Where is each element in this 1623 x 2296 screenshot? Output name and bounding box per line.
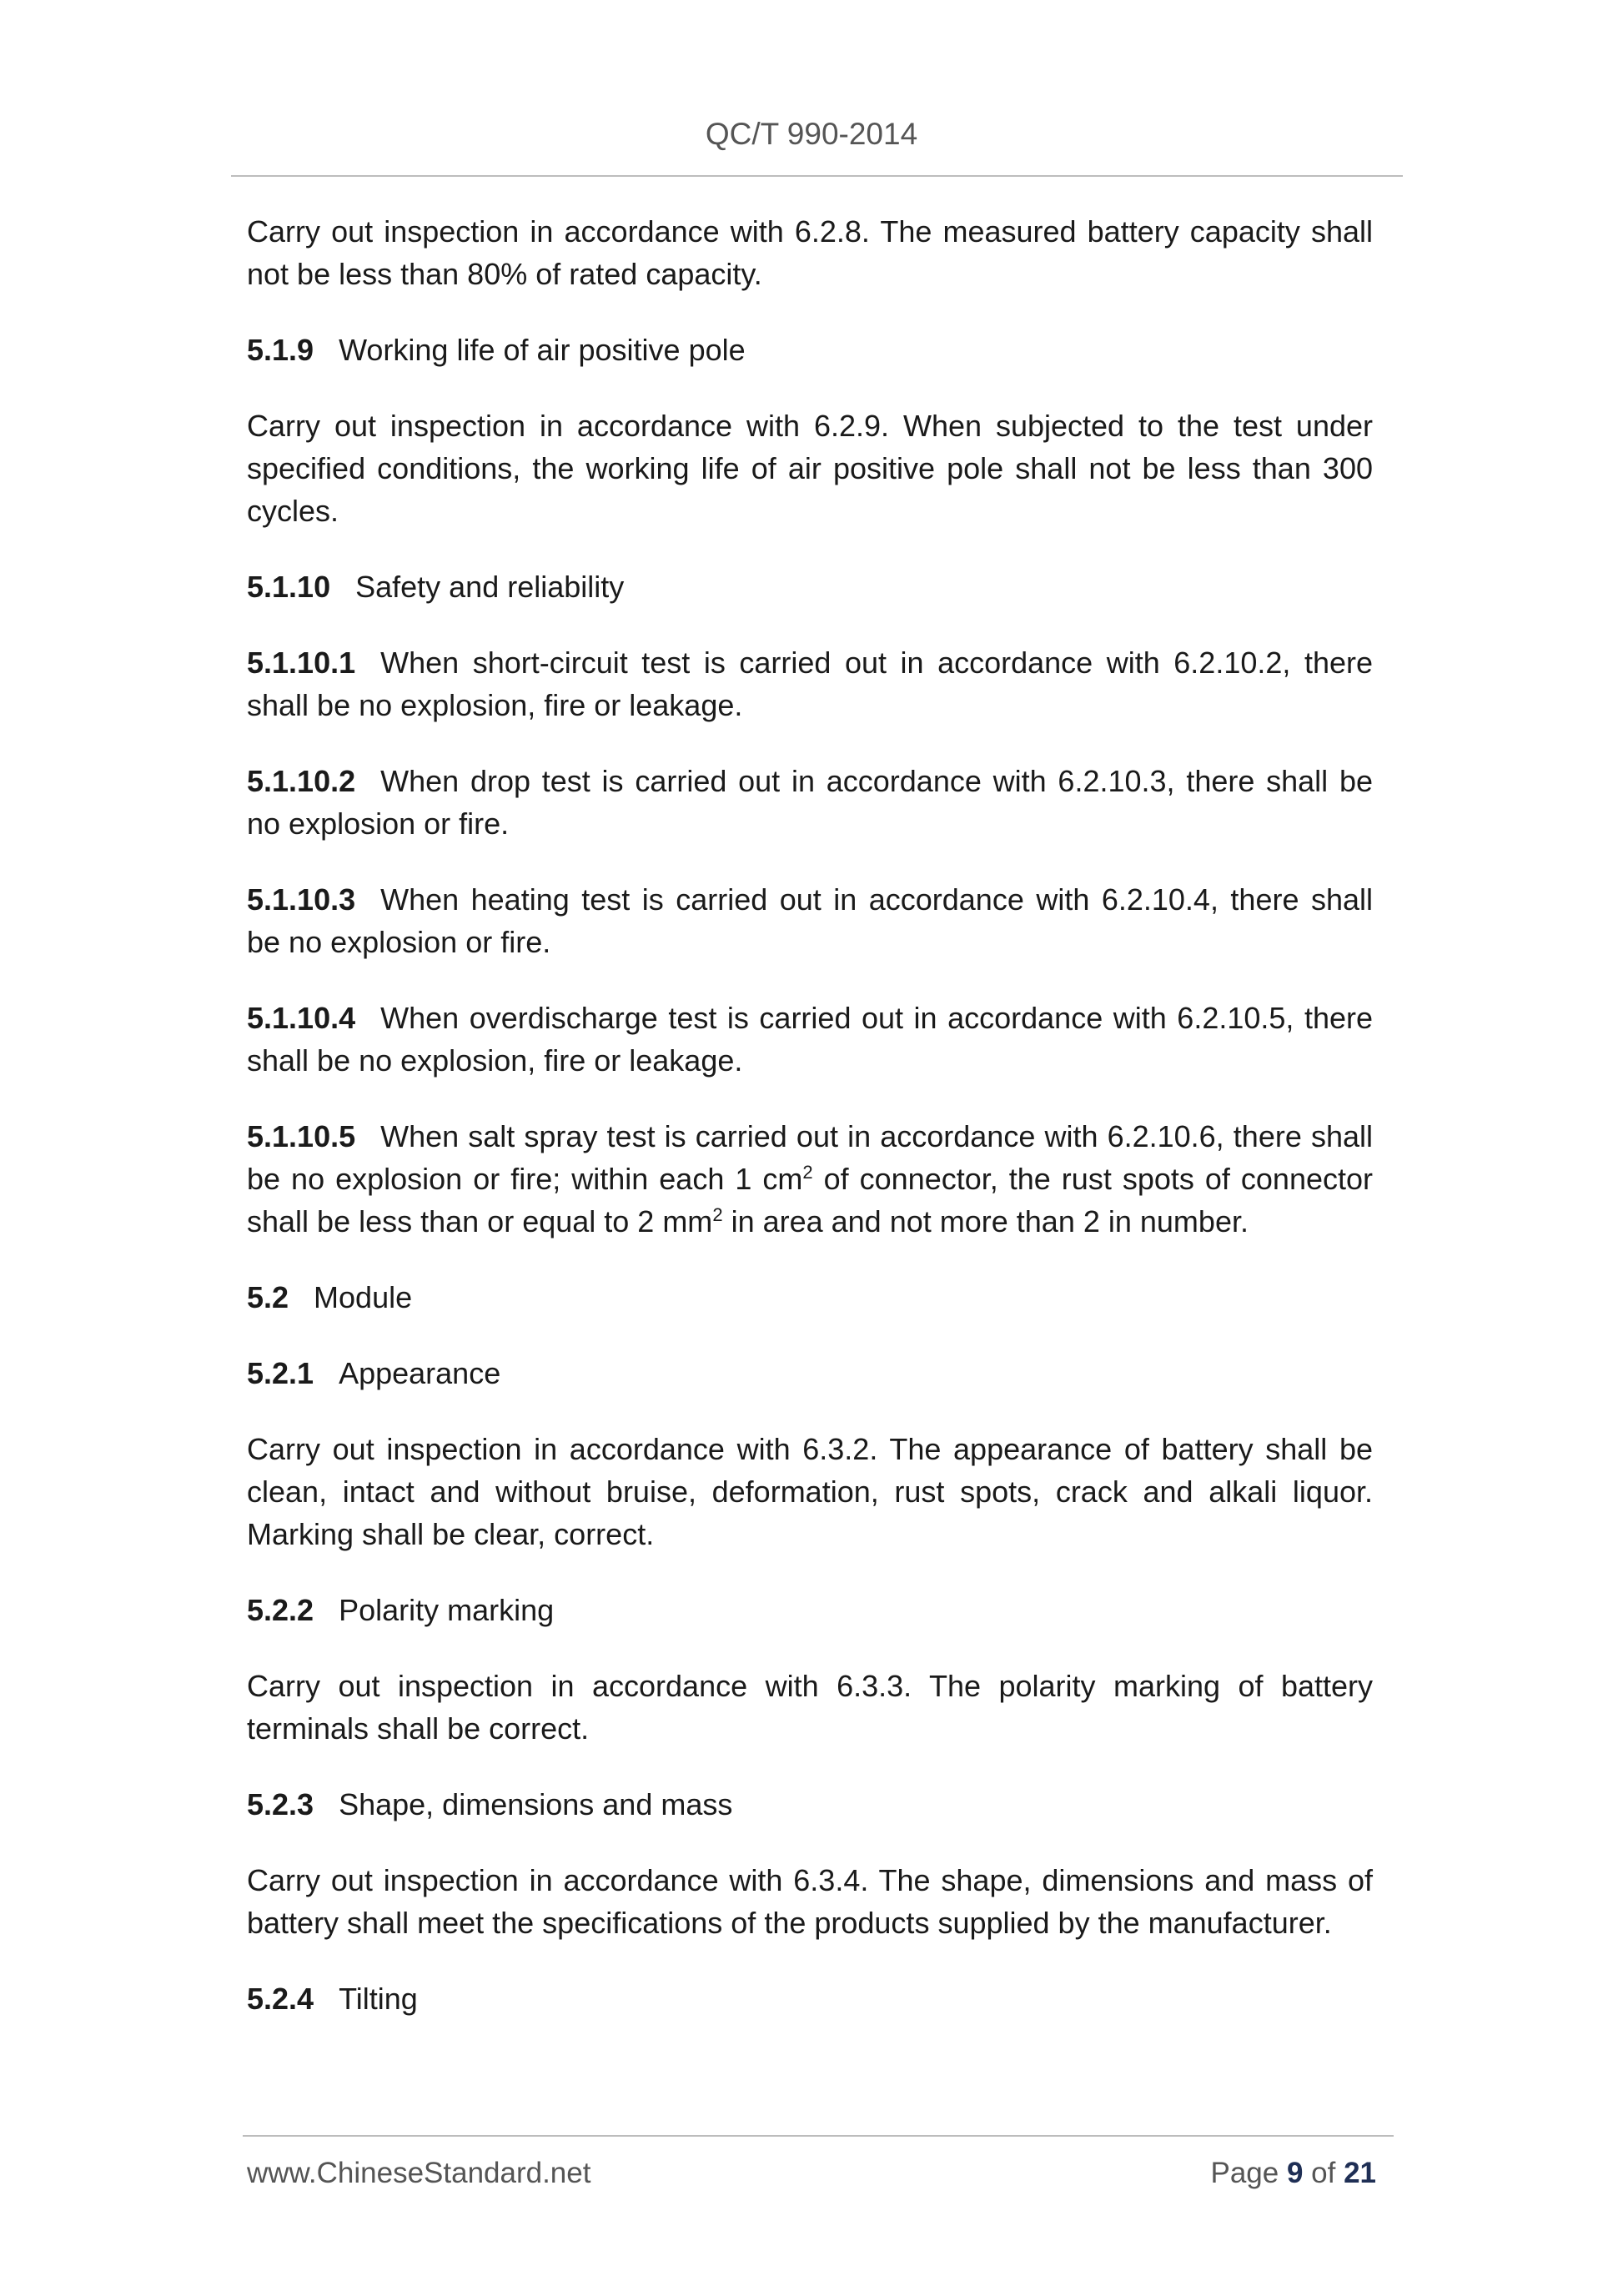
page-prefix: Page [1210,2157,1287,2189]
page-content [247,210,1373,2053]
clause-text: in area and not more than 2 in number. [722,1204,1249,1238]
section-number: 5.2.2 [247,1593,314,1627]
section-title: Appearance [339,1356,501,1390]
section-heading [247,1589,1373,1631]
section-heading [247,1977,1373,2020]
section-number: 5.2.1 [247,1356,314,1390]
page-of: of [1303,2157,1344,2189]
section-heading [247,1276,1373,1319]
clause-number: 5.1.10.2 [247,764,356,798]
clause [247,641,1373,726]
clause-text: When heating test is carried out in accordance with 6.2.10.4, there shall be no explosion or fire. [247,882,1373,959]
paragraph: Carry out inspection in accordance with 6.3.2. The appearance of battery shall be clean, intact and without bruise, deformation, rust spots, crack and alkali liquor. Marking shall be clear, correct. [247,1432,1373,1551]
section-title: Tilting [339,1982,418,2016]
header-divider [231,175,1403,177]
superscript: 2 [802,1162,813,1183]
clause [247,760,1373,845]
paragraph: Carry out inspection in accordance with 6.2.8. The measured battery capacity shall not be less than 80% of rated capacity. [247,214,1373,291]
section-number: 5.1.9 [247,333,314,367]
section-title: Shape, dimensions and mass [339,1787,733,1821]
page-current: 9 [1286,2157,1304,2189]
clause [247,878,1373,963]
paragraph: Carry out inspection in accordance with 6.3.3. The polarity marking of battery terminals shall be correct. [247,1669,1373,1746]
section-heading [247,1352,1373,1394]
section-title: Safety and reliability [355,570,625,604]
clause-text: When salt spray test is carried out in accordance with 6.2.10.6, there shall be no explosion or fire; within each 1 cm [247,1119,1373,1196]
clause [247,997,1373,1082]
clause-number: 5.1.10.4 [247,1001,356,1035]
document-code-header: QC/T 990-2014 [705,117,918,151]
section-heading [247,565,1373,608]
section-title: Working life of air positive pole [339,333,746,367]
section-number: 5.2.3 [247,1787,314,1821]
section-number: 5.2.4 [247,1982,314,2016]
clause-number: 5.1.10.1 [247,646,356,680]
superscript: 2 [712,1204,723,1225]
section-title: Polarity marking [339,1593,555,1627]
clause-number: 5.1.10.5 [247,1119,356,1153]
clause [247,1115,1373,1243]
clause-text: When drop test is carried out in accordance with 6.2.10.3, there shall be no explosion or fire. [247,764,1373,841]
footer-divider [243,2135,1394,2137]
section-title: Module [314,1280,413,1314]
paragraph: Carry out inspection in accordance with 6.3.4. The shape, dimensions and mass of battery shall meet the specifications of the products supplied by the manufacturer. [247,1863,1373,1940]
paragraph: Carry out inspection in accordance with 6.2.9. When subjected to the test under specified conditions, the working life of air positive pole shall not be less than 300 cycles. [247,409,1373,528]
page-total: 21 [1344,2157,1376,2189]
section-number: 5.1.10 [247,570,331,604]
clause-text: When short-circuit test is carried out in accordance with 6.2.10.2, there shall be no explosion, fire or leakage. [247,646,1373,722]
section-number: 5.2 [247,1280,289,1314]
clause-number: 5.1.10.3 [247,882,356,917]
website-link[interactable]: www.ChineseStandard.net [247,2157,591,2189]
clause-text: of connector, the rust spots of connector shall be less than or equal to 2 mm [247,1162,1373,1238]
page-number [1210,2157,1376,2190]
clause-text: When overdischarge test is carried out in accordance with 6.2.10.5, there shall be no explosion, fire or leakage. [247,1001,1373,1078]
section-heading [247,329,1373,371]
section-heading [247,1783,1373,1826]
